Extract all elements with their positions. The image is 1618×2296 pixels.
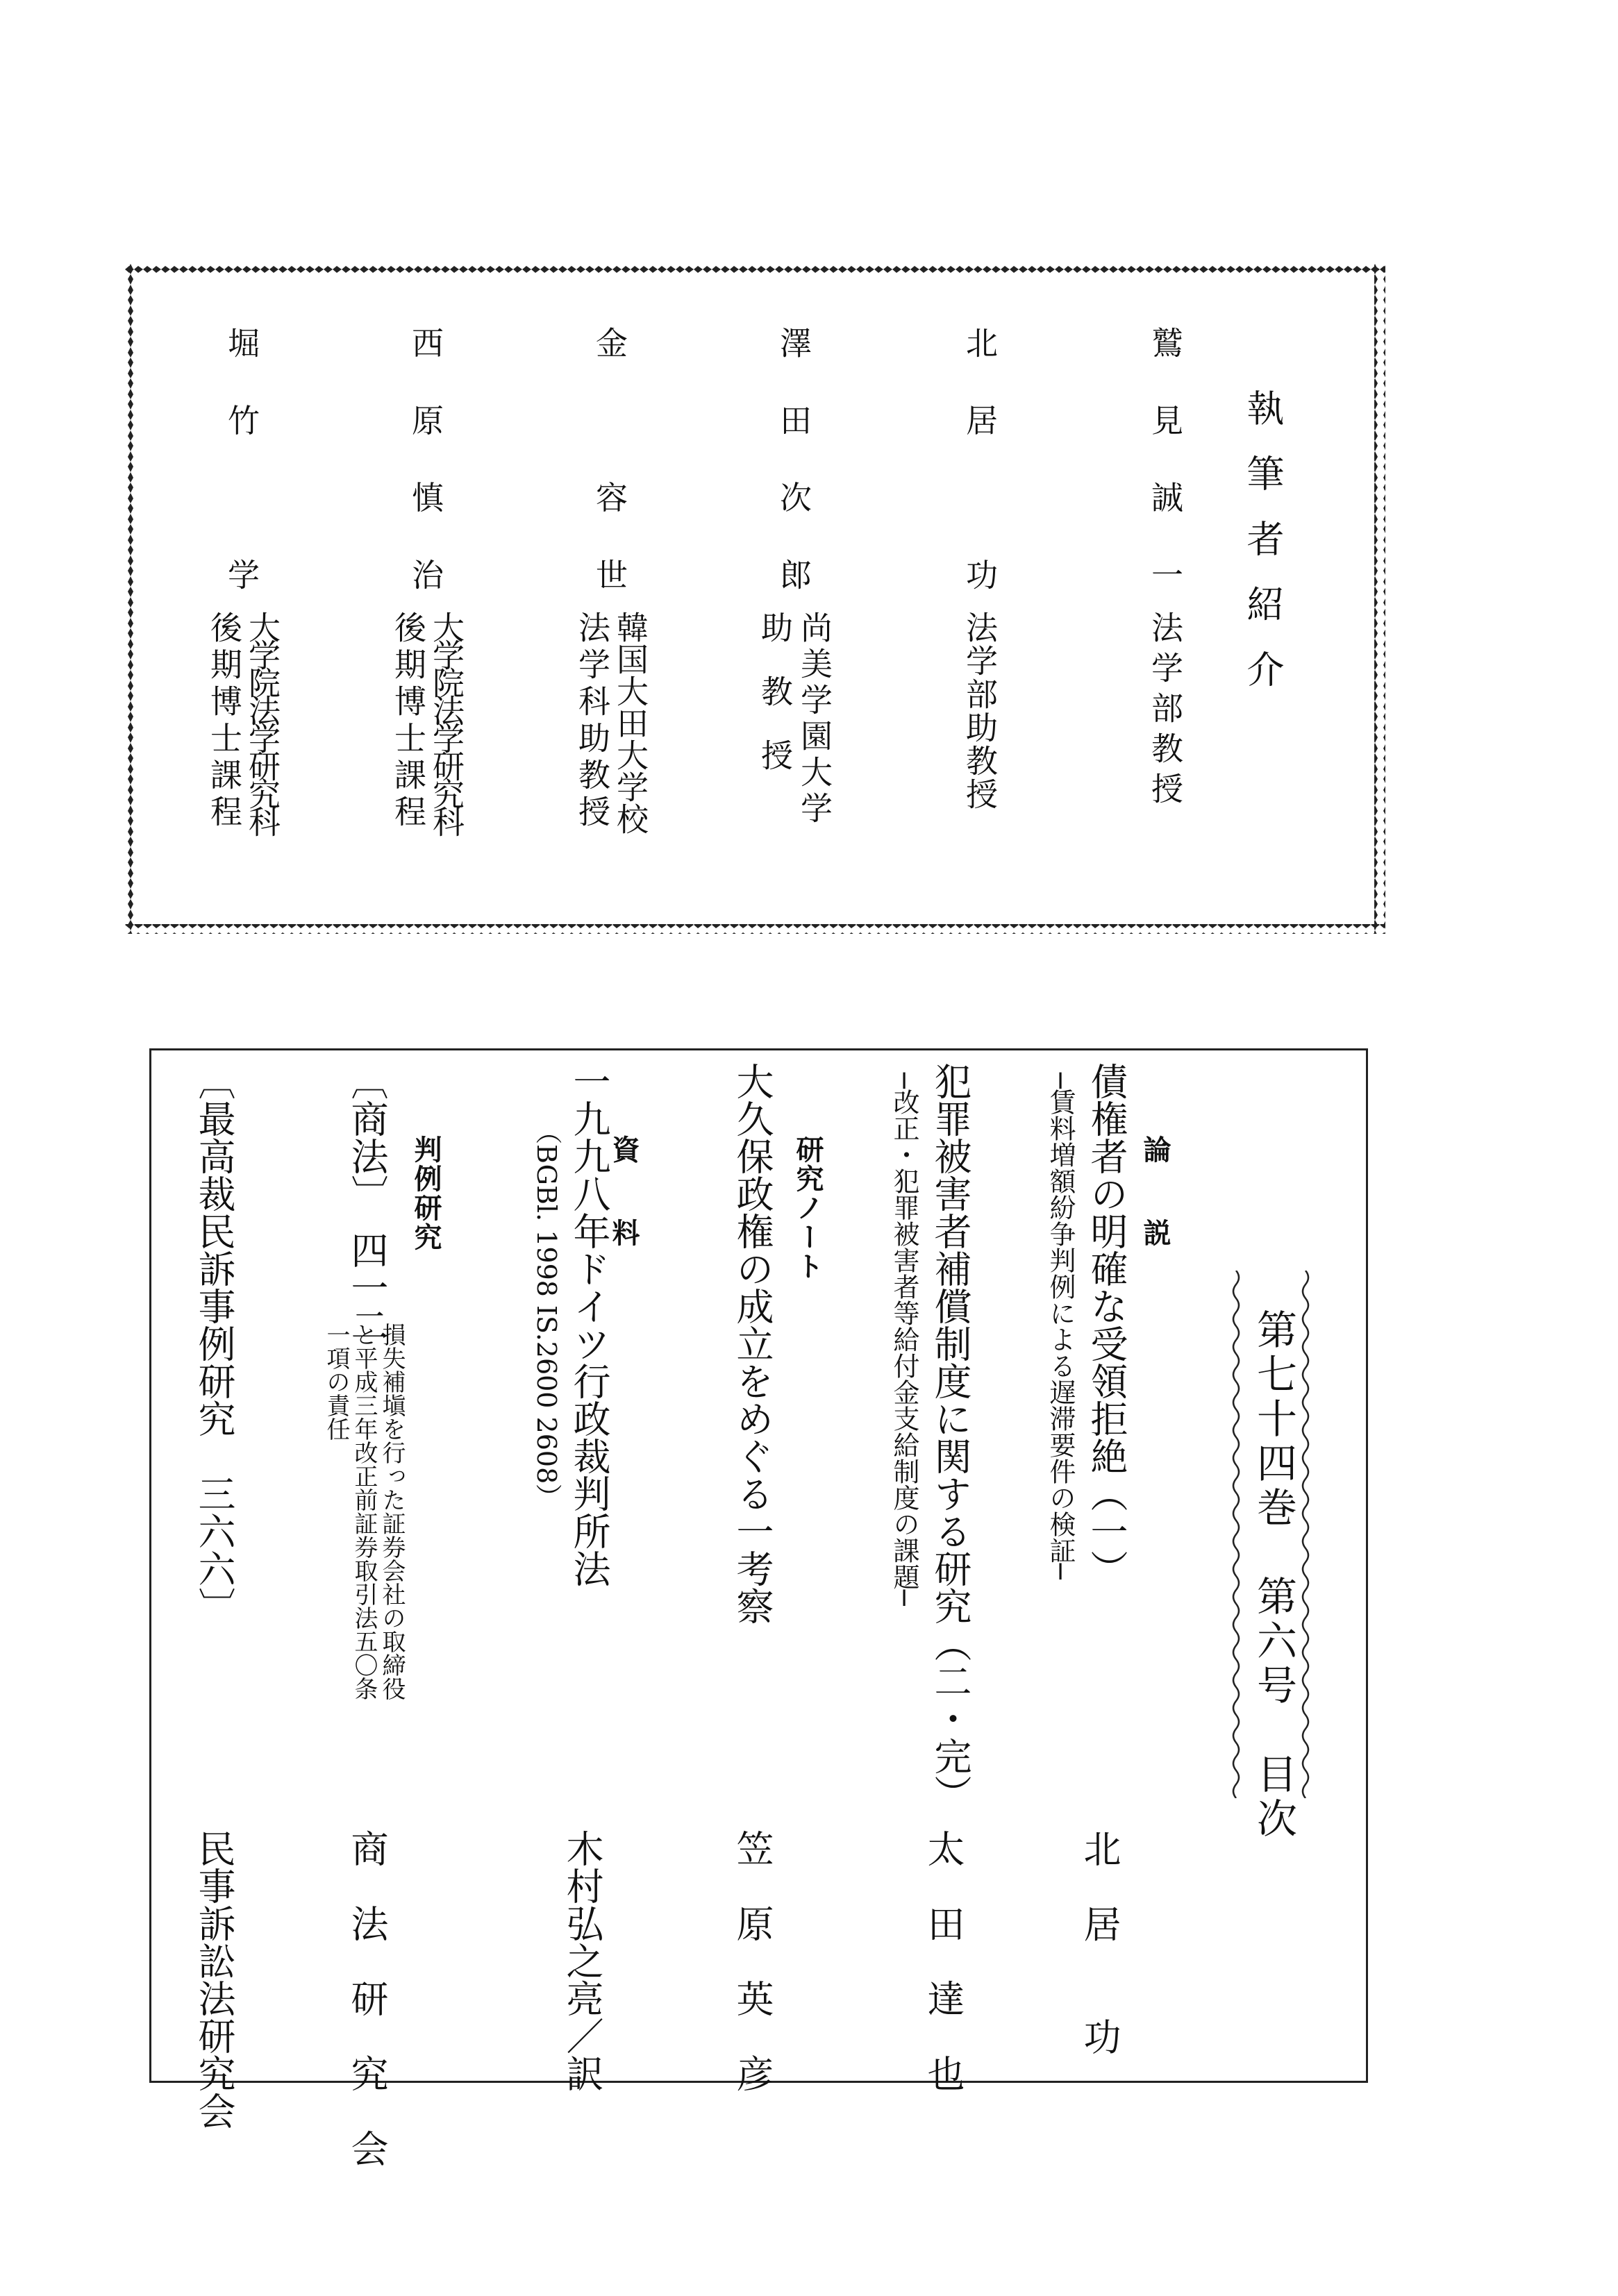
author-position-line2: 後期博士課程 xyxy=(206,611,243,832)
material-title: 一九九八年ドイツ行政裁判所法 xyxy=(567,1062,611,1587)
material-subtitle: （BGBl. 1998 IS.2600 2608） xyxy=(531,1118,562,1511)
note-title: 大久保政権の成立をめぐる一考察 xyxy=(731,1062,774,1625)
author-position: 法学部教授 xyxy=(1146,611,1184,812)
author-position-line1: 大学院法学研究科 xyxy=(428,611,465,833)
case-author: 民事訴訟法研究会 xyxy=(192,1829,236,2129)
article-title: 債権者の明確な受領拒絶（一） xyxy=(1085,1062,1128,1587)
section-heading-case-study: 判例研究 xyxy=(410,1135,442,1252)
article-subtitle: ─改正・犯罪被害者等給付金支給制度の課題─ xyxy=(889,1073,919,1606)
author-position-line2: 助 教 授 xyxy=(756,611,794,771)
case-note-line2: と平成三年改正前証券取引法五〇条 xyxy=(350,1323,378,1700)
author-name: 北居 功 xyxy=(961,326,999,590)
section-heading-ronsetsu: 論 説 xyxy=(1139,1135,1171,1260)
case-note-line3: 一項の責任 xyxy=(322,1323,350,1441)
case-note-line1: 損失補塡を行った証券会社の取締役 xyxy=(378,1323,406,1700)
author-position-line1: 大学院法学研究科 xyxy=(244,611,281,833)
case-author: 商 法 研 究 会 xyxy=(345,1829,389,2167)
article-subtitle: ─賃料増額紛争判例による遅滞要件の検証─ xyxy=(1045,1073,1076,1579)
case-label: 〔最高裁民訴事例研究 三六六〕 xyxy=(192,1062,236,1625)
article-author: 北 居 功 xyxy=(1078,1829,1121,2055)
material-translator: 木村弘之亮／訳 xyxy=(560,1829,604,2092)
author-intro-title: 執筆者紹介 xyxy=(1241,389,1285,715)
section-heading-research-note: 研究ノート xyxy=(792,1135,824,1281)
author-position-line1: 尚美学園大学 xyxy=(796,611,833,828)
author-name: 堀竹 学 xyxy=(223,326,260,590)
article-author: 太 田 達 也 xyxy=(921,1829,965,2092)
author-name: 鷲見誠一 xyxy=(1146,326,1184,590)
volume-title: 第七十四巻 第六号 目次 xyxy=(1250,1309,1297,1842)
article-title: 犯罪被害者補償制度に関する研究（二・完） xyxy=(928,1062,972,1812)
section-heading-materials: 資 料 xyxy=(608,1135,640,1260)
author-position: 法学部助教授 xyxy=(961,611,999,811)
case-label: 〔商法〕 四一二 xyxy=(345,1062,389,1343)
author-position-line2: 法学科助教授 xyxy=(574,611,611,832)
author-position-line1: 韓国大田大学校 xyxy=(612,611,649,835)
author-name: 金 容世 xyxy=(591,326,628,590)
wavy-rule-right xyxy=(1229,1271,1243,1798)
author-name: 西原慎治 xyxy=(407,326,444,590)
author-position-line2: 後期博士課程 xyxy=(390,611,427,832)
author-name: 澤田次郎 xyxy=(775,326,812,590)
note-author: 笠 原 英 彦 xyxy=(731,1829,774,2092)
